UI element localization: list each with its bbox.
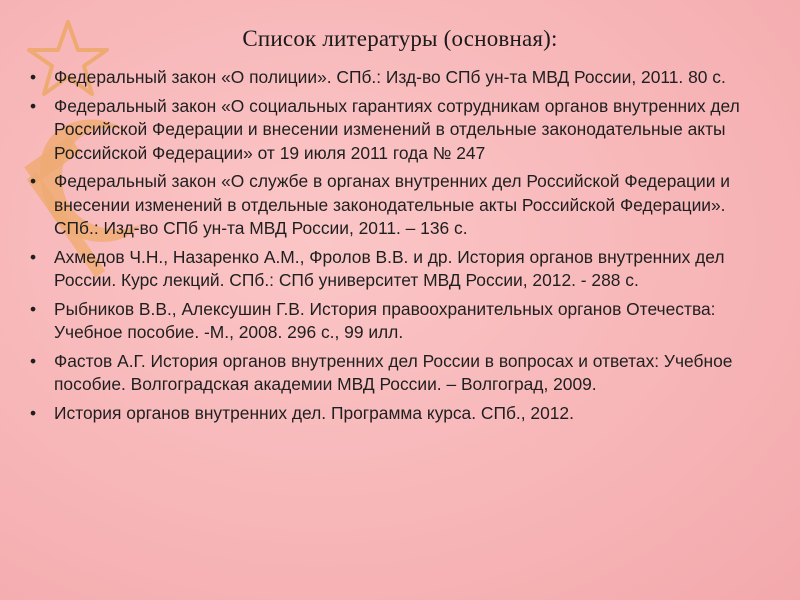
list-item [30,402,775,426]
bullet-icon: • [30,298,37,319]
reference-text: Рыбников В.В., Алексушин Г.В. История правоохранительных органов Отечества: Учебное пособие. -М., 2008. 296 с., 99 илл. [54,298,716,342]
reference-text: Ахмедов Ч.Н., Назаренко А.М., Фролов В.В. и др. История органов внутренних дел России. Курс лекций. СПб.: СПб университет МВД России, 2012. - 288 с. [54,246,725,290]
bullet-icon: • [30,67,37,87]
reference-text: Федеральный закон «О полиции». СПб.: Изд-во СПб ун-та МВД России, 2011. 80 с. [54,67,726,87]
list-item [30,298,775,345]
reference-list [30,66,775,430]
bullet-icon: • [30,171,37,191]
bullet-icon: • [30,246,37,267]
list-item [30,170,775,241]
reference-text: Фастов А.Г. История органов внутренних дел России в вопросах и ответах: Учебное пособие. Волгоградская академии МВД России. – Волгоград, 2009. [54,350,733,394]
bullet-icon: • [30,350,37,371]
reference-text: История органов внутренних дел. Программа курса. СПб., 2012. [54,402,574,423]
list-item [30,66,775,90]
list-item [30,350,775,397]
bullet-icon: • [30,95,37,116]
bullet-icon: • [30,402,37,423]
reference-text: Федеральный закон «О службе в органах внутренних дел Российской Федерации и внесении изменений в отдельные законодательные акты Российской Федерации». СПб.: Изд-во СПб ун-та МВД России, 2011. – 136 с. [54,171,730,238]
list-item [30,95,775,166]
reference-text: Федеральный закон «О социальных гарантиях сотрудникам органов внутренних дел Российской Федерации и внесении изменений в отдельные законодательные акты Российской Федерации» от 19 июля 2011 года № 247 [54,95,740,163]
list-item [30,246,775,293]
page-title: Список литературы (основная): [242,26,558,51]
